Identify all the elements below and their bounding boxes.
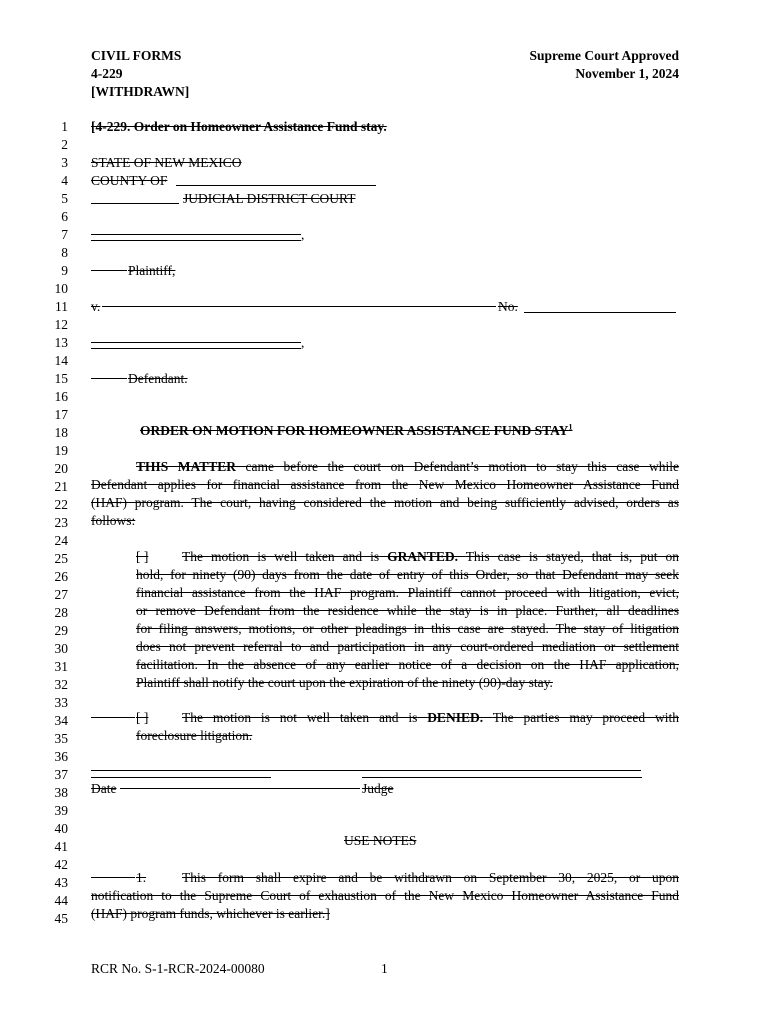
line-number: 9: [61, 263, 68, 278]
district-caption: JUDICIAL DISTRICT COURT: [183, 191, 356, 206]
defendant-blank-2: [91, 348, 301, 349]
versus-label: v.: [91, 299, 101, 314]
granted-line4: or remove Defendant from the residence while the stay is in place. Further, all deadlines: [136, 603, 679, 618]
line-number: 4: [61, 173, 68, 188]
granted-line7: facilitation. In the absence of any earlier notice of a decision on the HAF application,: [136, 657, 679, 672]
plaintiff-label: Plaintiff,: [128, 263, 176, 278]
granted-line8: Plaintiff shall notify the court upon the expiration of the ninety (90)-day stay.: [136, 675, 553, 690]
plaintiff-indent: [91, 270, 127, 271]
footer-rcr-number: RCR No. S-1-RCR-2024-00080: [91, 961, 265, 976]
district-blank: [91, 203, 179, 204]
line-number: 21: [54, 479, 68, 494]
line-number: 27: [54, 587, 68, 602]
footer-page-number: 1: [381, 961, 388, 976]
line-number: 36: [54, 749, 68, 764]
line-number: 11: [55, 299, 68, 314]
denied-line2: foreclosure litigation.: [136, 728, 253, 743]
form-title: [4-229. Order on Homeowner Assistance Fund stay.: [91, 119, 387, 134]
line-number: 35: [54, 731, 68, 746]
line-number: 19: [54, 443, 68, 458]
line-number: 6: [61, 209, 68, 224]
line-number: 43: [54, 875, 68, 890]
line-number: 5: [61, 191, 68, 206]
use-notes-heading: USE NOTES: [344, 833, 417, 848]
note-line1: This form shall expire and be withdrawn on September 30, 2025, or upon: [182, 870, 679, 885]
denied-checkbox[interactable]: [ ]: [136, 710, 149, 725]
granted-line5: for filing answers, motions, or other pleadings in this case are stayed. The stay of litigation: [136, 621, 679, 636]
line-number: 10: [54, 281, 68, 296]
defendant-blank-1: [91, 342, 301, 343]
county-blank: [176, 185, 376, 186]
line-number: 12: [54, 317, 68, 332]
line-number: 41: [54, 839, 68, 854]
line-number: 26: [54, 569, 68, 584]
line-number: 42: [54, 857, 68, 872]
granted-line1: The motion is well taken and is GRANTED. This case is stayed, that is, put on: [182, 549, 679, 564]
para1-line4: follows:: [91, 513, 136, 528]
plaintiff-comma: ,: [301, 227, 305, 242]
note-number: 1.: [136, 870, 147, 885]
line-number: 20: [54, 461, 68, 476]
line-number: 2: [61, 137, 68, 152]
line-number: 39: [54, 803, 68, 818]
note-indent: [91, 877, 135, 878]
versus-rule: [102, 306, 496, 307]
footnote-marker: 1: [568, 422, 573, 432]
line-number: 38: [54, 785, 68, 800]
line-number: 3: [61, 155, 68, 170]
signature-rule-top: [91, 770, 641, 771]
line-number: 37: [54, 767, 68, 782]
note-line3: (HAF) program funds, whichever is earlier.]: [91, 906, 330, 921]
defendant-indent: [91, 378, 127, 379]
line-number: 33: [54, 695, 68, 710]
granted-line2: hold, for ninety (90) days from the date of entry of this Order, so that Defendant may seek: [136, 567, 679, 582]
line-number: 34: [54, 713, 68, 728]
line-number: 13: [54, 335, 68, 350]
order-title: ORDER ON MOTION FOR HOMEOWNER ASSISTANCE FUND STAY$^1$: [140, 422, 573, 438]
county-caption: COUNTY OF: [91, 173, 168, 188]
line-number: 16: [54, 389, 68, 404]
line-number: 30: [54, 641, 68, 656]
line-number: 24: [54, 533, 68, 548]
state-caption: STATE OF NEW MEXICO: [91, 155, 242, 170]
note-line2: notification to the Supreme Court of exhaustion of the New Mexico Homeowner Assistance Fund: [91, 888, 679, 903]
line-number: 32: [54, 677, 68, 692]
date-signature-line: [91, 777, 271, 778]
judge-signature-line: [362, 777, 642, 778]
para1-line2: Defendant applies for financial assistance from the New Mexico Homeowner Assistance Fund: [91, 477, 679, 492]
header-withdrawn: [WITHDRAWN]: [91, 84, 190, 99]
line-number: 7: [61, 227, 68, 242]
granted-checkbox[interactable]: [ ]: [136, 549, 149, 564]
case-number-label: No.: [498, 299, 518, 314]
granted-line3: financial assistance from the HAF program. Plaintiff cannot proceed with litigation, evict,: [136, 585, 679, 600]
line-number: 28: [54, 605, 68, 620]
header-form-number: 4-229: [91, 66, 123, 81]
defendant-label: Defendant.: [128, 371, 188, 386]
case-number-blank: [524, 312, 676, 313]
line-number: 45: [54, 911, 68, 926]
line-number: 15: [54, 371, 68, 386]
header-approved: Supreme Court Approved: [529, 48, 679, 63]
plaintiff-blank-1: [91, 234, 301, 235]
line-number: 8: [61, 245, 68, 260]
date-judge-rule: [120, 788, 360, 789]
line-number: 18: [54, 425, 68, 440]
para1-line3: (HAF) program. The court, having considered the motion and being sufficiently advised, orders as: [91, 495, 679, 510]
plaintiff-blank-2: [91, 240, 301, 241]
header-date: November 1, 2024: [575, 66, 679, 81]
line-number: 17: [54, 407, 68, 422]
denied-indent: [91, 717, 135, 718]
header-civil-forms: CIVIL FORMS: [91, 48, 182, 63]
line-number: 25: [54, 551, 68, 566]
line-number: 14: [54, 353, 68, 368]
denied-line1: The motion is not well taken and is DENIED. The parties may proceed with: [182, 710, 679, 725]
line-number: 1: [61, 119, 68, 134]
judge-label: Judge: [362, 781, 394, 796]
line-number: 29: [54, 623, 68, 638]
para1-line1: THIS MATTER came before the court on Defendant’s motion to stay this case while: [136, 459, 680, 474]
line-number: 23: [54, 515, 68, 530]
line-number: 40: [54, 821, 68, 836]
defendant-comma: ,: [301, 335, 305, 350]
date-label: Date: [91, 781, 117, 796]
line-number: 31: [54, 659, 68, 674]
line-number: 44: [54, 893, 68, 908]
line-number: 22: [54, 497, 68, 512]
granted-line6: does not prevent referral to and participation in any court-ordered mediation or settlement: [136, 639, 679, 654]
